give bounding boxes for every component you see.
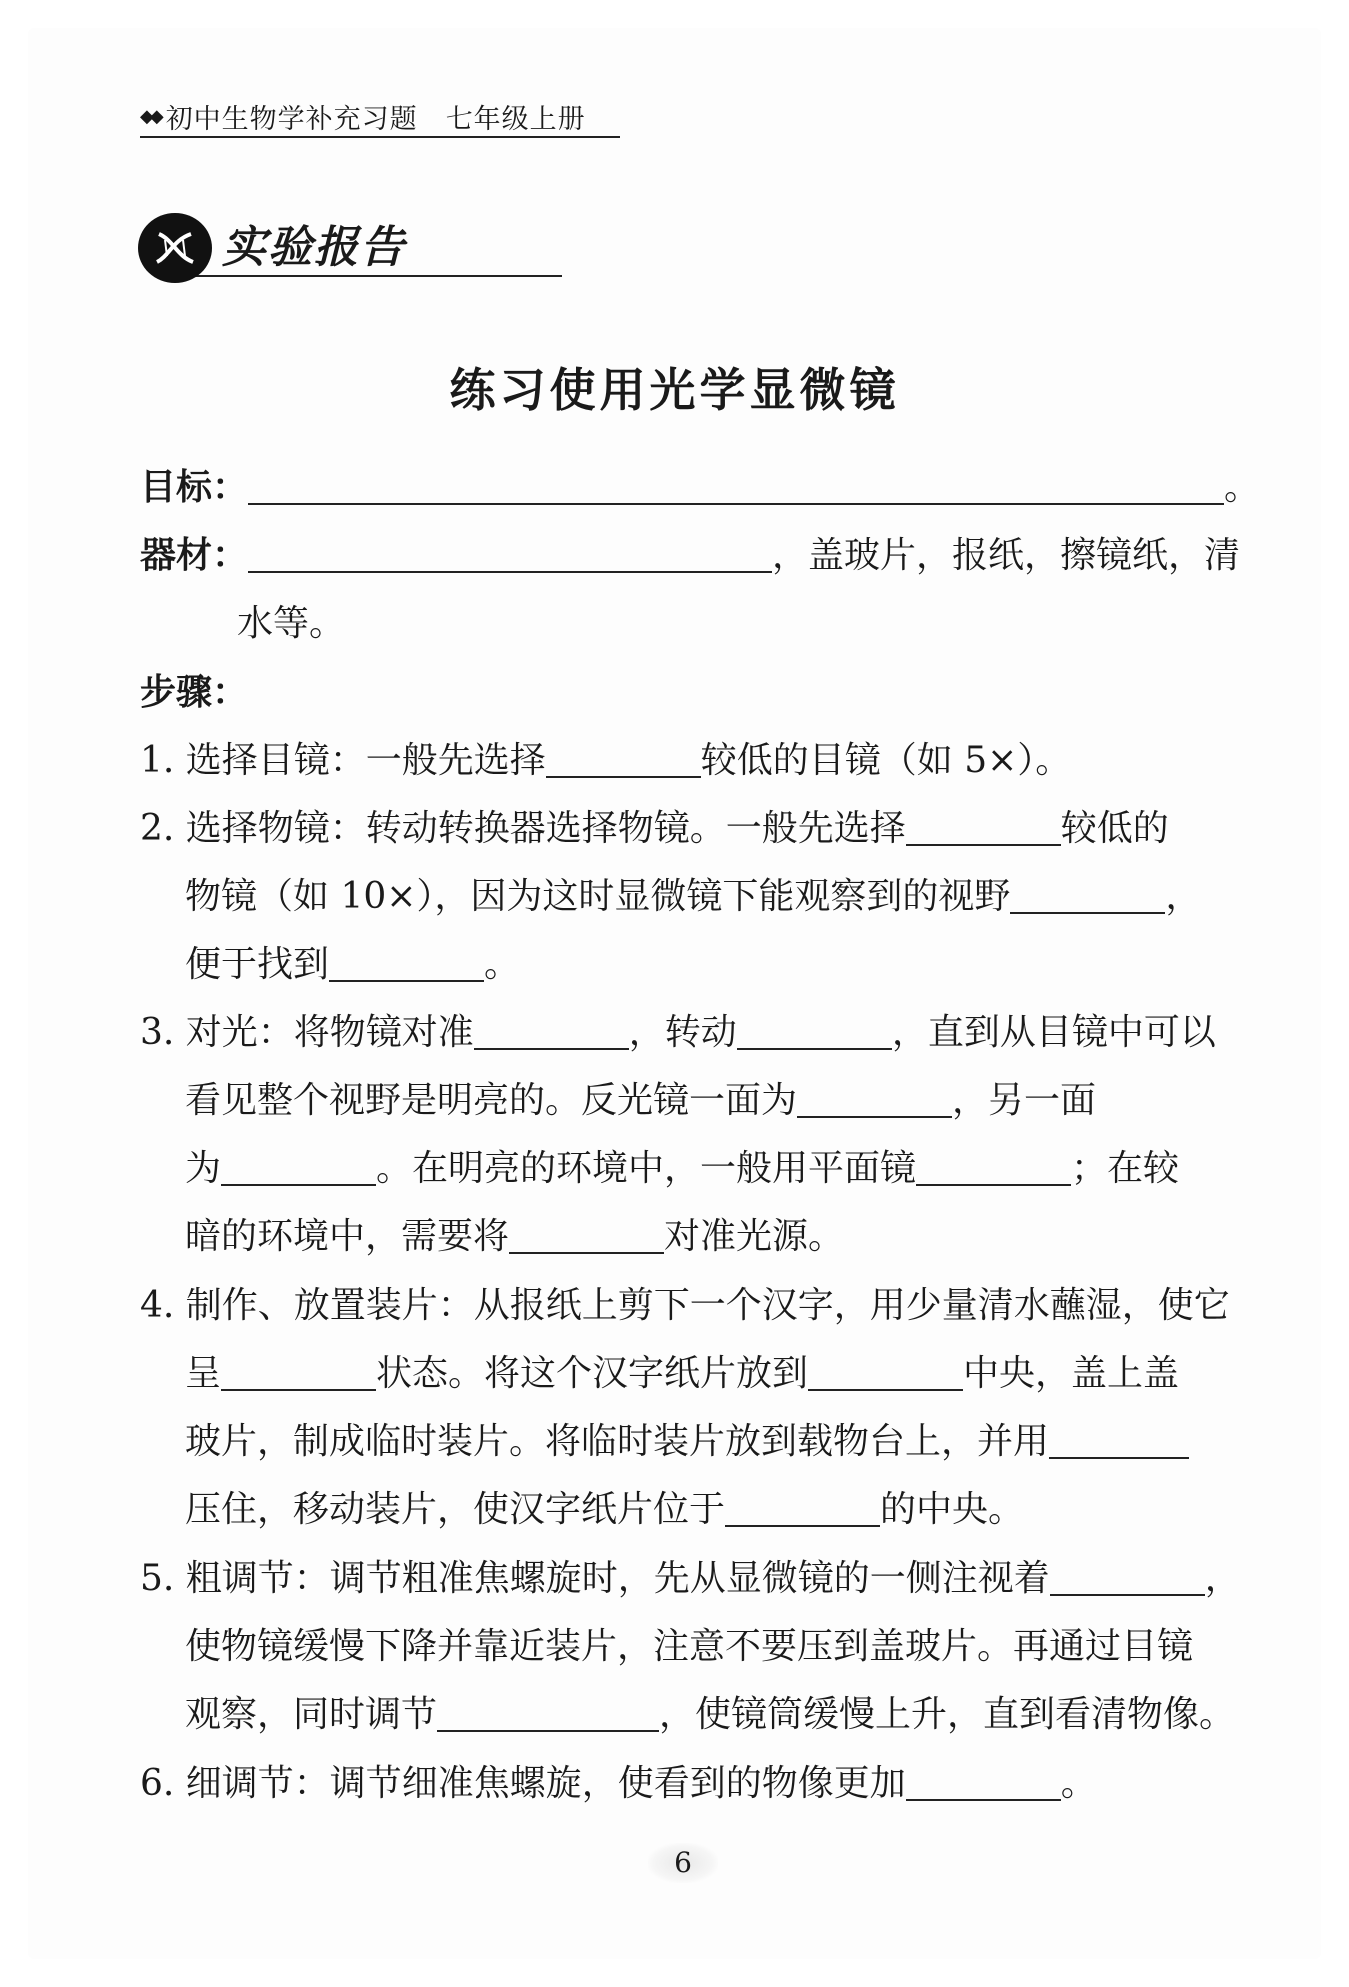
step-2-line3: 便于找到 。 bbox=[185, 935, 1285, 995]
section-badge bbox=[138, 205, 428, 283]
diamond-bullet-icon: ◆◆ bbox=[140, 105, 160, 127]
materials-blank[interactable] bbox=[248, 531, 772, 573]
step-3-line3: 为 。在明亮的环境中，一般用平面镜 ；在较 bbox=[185, 1139, 1285, 1199]
step1-blank[interactable] bbox=[546, 736, 701, 778]
step3-blank-5[interactable] bbox=[916, 1144, 1071, 1186]
page-title: 练习使用光学显微镜 bbox=[449, 363, 900, 417]
step-5-line2: 使物镜缓慢下降并靠近装片，注意不要压到盖玻片。再通过目镜 bbox=[185, 1626, 1194, 1667]
page-number: 6 bbox=[648, 1843, 718, 1883]
materials-line: 器材： ，盖玻片，报纸，擦镜纸，清 bbox=[140, 526, 1240, 586]
step4-blank-4[interactable] bbox=[725, 1485, 880, 1527]
step2-blank-3[interactable] bbox=[329, 940, 484, 982]
grade-label: 七年级上册 bbox=[445, 103, 586, 135]
step3-blank-6[interactable] bbox=[509, 1212, 664, 1254]
goal-line: 目标： 。 bbox=[140, 458, 1240, 518]
step-2-line2: 物镜（如 10×），因为这时显微镜下能观察到的视野 ， bbox=[185, 867, 1285, 927]
step5-blank-1[interactable] bbox=[1050, 1554, 1205, 1596]
step-2-line1: 2. 选择物镜：转动转换器选择物镜。一般先选择 较低的 bbox=[140, 799, 1240, 859]
step-4-line3: 玻片，制成临时装片。将临时装片放到载物台上，并用 bbox=[185, 1412, 1285, 1472]
step-1: 1. 选择目镜：一般先选择 较低的目镜（如 5×）。 bbox=[140, 731, 1240, 791]
step4-blank-3[interactable] bbox=[1049, 1417, 1189, 1459]
step-6: 6. 细调节：调节细准焦螺旋，使看到的物像更加 。 bbox=[140, 1754, 1240, 1814]
step5-blank-2[interactable] bbox=[437, 1690, 659, 1732]
running-header bbox=[140, 96, 620, 138]
step-5-line1: 5. 粗调节：调节粗准焦螺旋时，先从显微镜的一侧注视着 ， bbox=[140, 1549, 1240, 1609]
step-3-line1: 3. 对光：将物镜对准 ，转动 ，直到从目镜中可以 bbox=[140, 1003, 1240, 1063]
step-3-line4: 暗的环境中，需要将 对准光源。 bbox=[185, 1207, 1285, 1267]
step4-blank-1[interactable] bbox=[221, 1349, 376, 1391]
step-3-line2: 看见整个视野是明亮的。反光镜一面为 ，另一面 bbox=[185, 1071, 1285, 1131]
step-4-line1: 4. 制作、放置装片：从报纸上剪下一个汉字，用少量清水蘸湿，使它 bbox=[140, 1285, 1230, 1326]
steps-heading: 步骤： bbox=[140, 672, 249, 713]
step2-blank-2[interactable] bbox=[1010, 872, 1165, 914]
step3-blank-4[interactable] bbox=[221, 1144, 376, 1186]
badge-underline bbox=[178, 275, 562, 277]
step-5-line3: 观察，同时调节 ，使镜筒缓慢上升，直到看清物像。 bbox=[185, 1685, 1285, 1745]
goal-label: 目标： bbox=[140, 467, 249, 508]
section-title: 实验报告 bbox=[222, 222, 406, 273]
step6-blank[interactable] bbox=[906, 1759, 1061, 1801]
step-4-line4: 压住，移动装片，使汉字纸片位于 的中央。 bbox=[185, 1480, 1285, 1540]
materials-label: 器材： bbox=[140, 535, 249, 576]
step3-blank-3[interactable] bbox=[797, 1076, 952, 1118]
step-4-line2: 呈 状态。将这个汉字纸片放到 中央，盖上盖 bbox=[185, 1344, 1285, 1404]
dna-helix-icon bbox=[138, 213, 212, 283]
step3-blank-1[interactable] bbox=[474, 1008, 629, 1050]
goal-blank[interactable] bbox=[248, 463, 1224, 505]
step2-blank-1[interactable] bbox=[906, 804, 1061, 846]
materials-cont-line: 水等。 bbox=[237, 603, 346, 644]
step4-blank-2[interactable] bbox=[808, 1349, 963, 1391]
series-title: 初中生物学补充习题 bbox=[165, 103, 418, 135]
step3-blank-2[interactable] bbox=[737, 1008, 892, 1050]
